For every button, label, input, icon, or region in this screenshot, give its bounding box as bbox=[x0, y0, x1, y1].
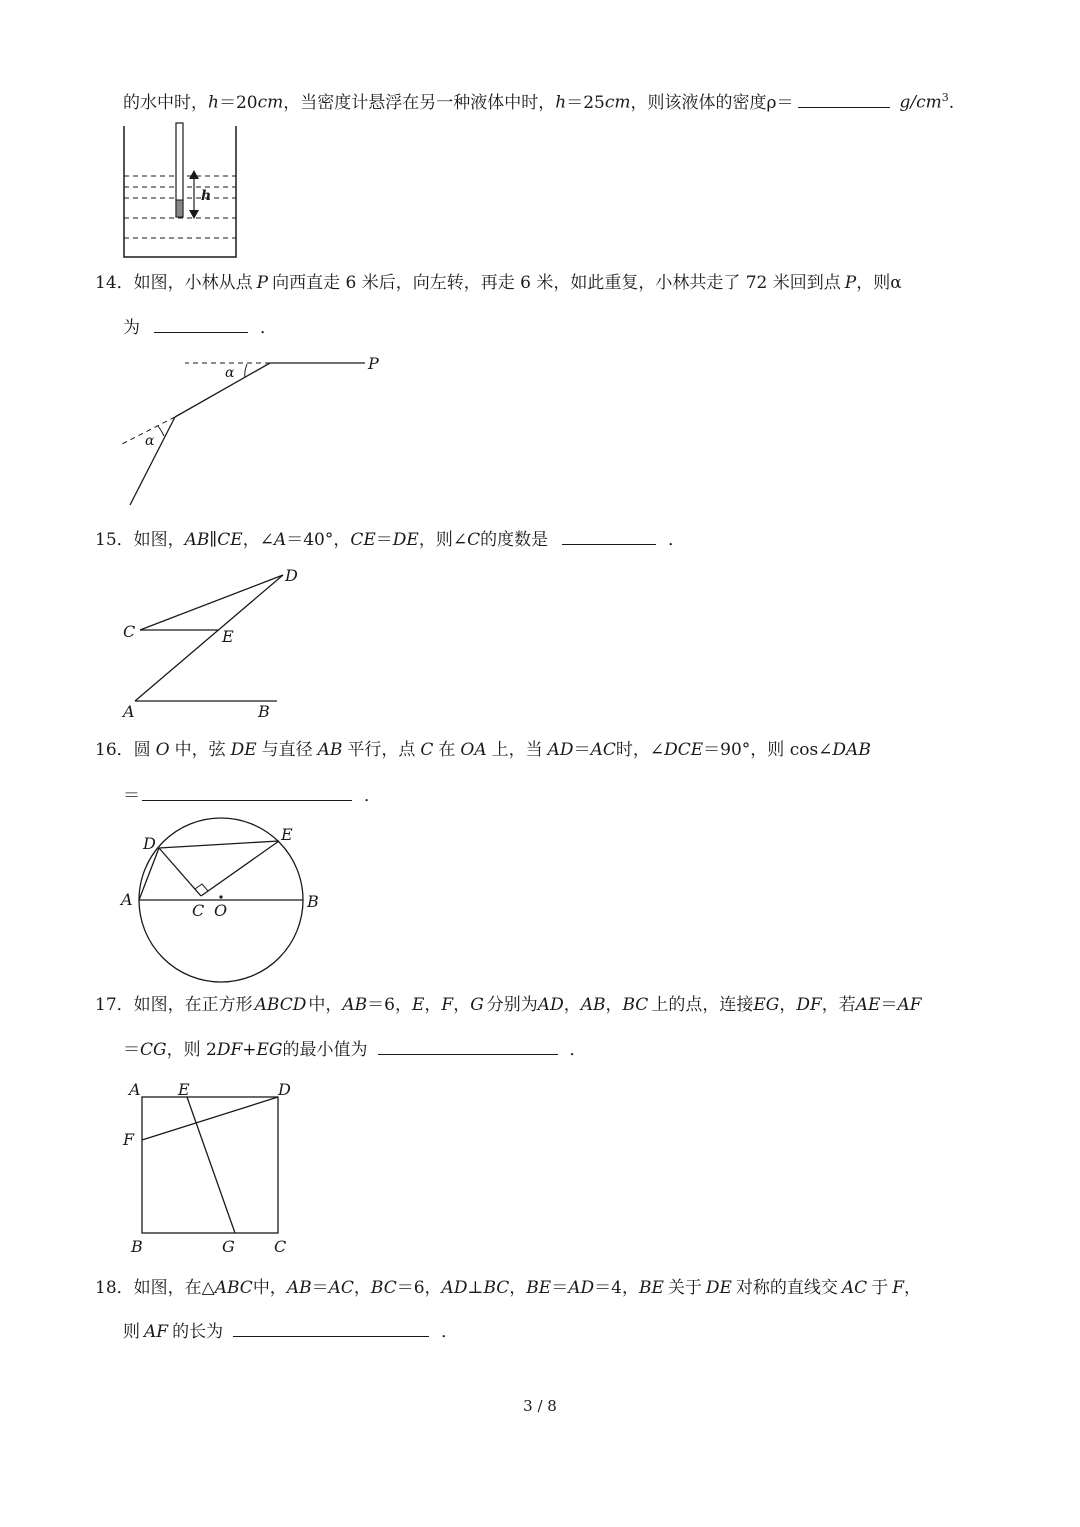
q13-part1: 的水中时， bbox=[123, 92, 208, 113]
q16-t9: ＝90°，则 cos∠ bbox=[703, 740, 833, 760]
q18-answer-blank[interactable] bbox=[233, 1318, 429, 1337]
q17-period: ． bbox=[569, 1040, 587, 1060]
q13-line bbox=[0, 86, 1080, 115]
q18-t2: 中， bbox=[252, 1278, 287, 1298]
q17-l2b: ，则 2 bbox=[166, 1040, 217, 1060]
q18-t13: ， bbox=[904, 1278, 921, 1298]
q15-text1: 如图， bbox=[133, 530, 185, 550]
q18-ab: AB bbox=[286, 1278, 312, 1298]
q17-line-DF bbox=[142, 1097, 278, 1140]
q15-label-D: D bbox=[285, 566, 298, 585]
q13-unit2: cm bbox=[604, 92, 631, 113]
q13-unit-end: g/cm bbox=[899, 92, 942, 113]
q16-dab: DAB bbox=[832, 740, 871, 760]
q13-h-label: h bbox=[201, 188, 212, 204]
q15-figure bbox=[115, 562, 315, 722]
q18-f: F bbox=[892, 1278, 904, 1298]
q17-t10: ， bbox=[779, 995, 797, 1015]
q17-line2 bbox=[0, 1036, 1080, 1062]
q14-number: 14． bbox=[95, 273, 134, 293]
q17-l2a: ＝ bbox=[123, 1040, 140, 1060]
q16-ad: AD bbox=[547, 740, 574, 760]
q14-label-P: P bbox=[368, 354, 379, 373]
q13-answer-blank[interactable] bbox=[798, 89, 890, 108]
q15-line-AD bbox=[135, 575, 283, 701]
q17-e: E bbox=[411, 995, 425, 1015]
q17-square-figure bbox=[115, 1072, 315, 1262]
q17-t9: 上的点，连接 bbox=[651, 995, 754, 1015]
q16-line1 bbox=[0, 738, 1080, 762]
q15-text3: ＝40°， bbox=[286, 530, 351, 550]
q16-t8: 时，∠ bbox=[615, 740, 665, 760]
q18-ac: AC bbox=[328, 1278, 354, 1298]
q18-l2b: 的长为 bbox=[172, 1322, 224, 1342]
q14-line2-text: 为 bbox=[123, 318, 140, 338]
q16-t4: 平行，点 bbox=[347, 740, 416, 760]
q17-label-B: B bbox=[131, 1237, 143, 1256]
q17-answer-blank[interactable] bbox=[378, 1036, 558, 1055]
q16-ab: AB bbox=[317, 740, 343, 760]
q18-bc2: BC bbox=[483, 1278, 510, 1298]
q17-ab2: AB bbox=[580, 995, 606, 1015]
q17-l2c: + bbox=[242, 1040, 257, 1060]
q15-ab: AB bbox=[184, 530, 210, 550]
q14-text3: ，则α bbox=[856, 273, 902, 293]
q14-segment-2 bbox=[175, 363, 270, 417]
q17-ab: AB bbox=[342, 995, 368, 1015]
q18-bc: BC bbox=[370, 1278, 397, 1298]
q16-t7: ＝ bbox=[573, 740, 591, 760]
q15-c: C bbox=[467, 530, 481, 550]
q18-t7: ， bbox=[509, 1278, 527, 1298]
q17-ae: AE bbox=[855, 995, 881, 1015]
q13-part3: ，则该液体的密度ρ＝ bbox=[630, 92, 794, 113]
q17-t6: 分别为 bbox=[486, 995, 538, 1015]
q18-line2 bbox=[0, 1318, 1080, 1344]
q18-t6: ⊥ bbox=[467, 1278, 484, 1298]
q15-de: DE bbox=[392, 530, 419, 550]
q18-t9: ＝4， bbox=[594, 1278, 639, 1298]
q17-number: 17． bbox=[95, 995, 134, 1015]
q18-ad2: AD bbox=[568, 1278, 595, 1298]
q17-t12: ＝ bbox=[880, 995, 898, 1015]
q16-t5: 在 bbox=[438, 740, 456, 760]
q14-period: ． bbox=[260, 318, 277, 338]
q14-text2: 向西直走 6 米后，向左转，再走 6 米，如此重复，小林共走了 72 米回到点 bbox=[272, 273, 841, 293]
q14-text1: 如图，小林从点 bbox=[133, 273, 253, 293]
q16-de: DE bbox=[230, 740, 257, 760]
q18-de: DE bbox=[705, 1278, 732, 1298]
q16-label-E: E bbox=[281, 825, 293, 844]
q16-t2: 中，弦 bbox=[174, 740, 226, 760]
q13-h1-val: ＝20 bbox=[218, 92, 258, 113]
q16-label-C: C bbox=[192, 901, 205, 920]
q18-af: AF bbox=[144, 1322, 169, 1342]
q13-beaker-figure bbox=[115, 118, 250, 260]
q18-t12: 于 bbox=[871, 1278, 889, 1298]
q18-t3: ＝ bbox=[311, 1278, 329, 1298]
q15-number: 15． bbox=[95, 530, 134, 550]
q16-c: C bbox=[420, 740, 434, 760]
q16-center-point bbox=[219, 895, 222, 898]
q18-t5: ＝6， bbox=[396, 1278, 442, 1298]
q16-circle-figure bbox=[115, 812, 335, 984]
q17-cg: CG bbox=[140, 1040, 167, 1060]
q15-text5: 的度数是 bbox=[480, 530, 549, 550]
q15-line bbox=[0, 526, 1080, 552]
q13-period: . bbox=[948, 92, 955, 113]
q17-label-F: F bbox=[123, 1130, 135, 1149]
q13-unit-exp: 3 bbox=[941, 91, 949, 104]
q18-ad: AD bbox=[441, 1278, 468, 1298]
q17-t11: ，若 bbox=[821, 995, 856, 1015]
q17-line1 bbox=[0, 993, 1080, 1017]
q17-ad: AD bbox=[537, 995, 564, 1015]
q15-ce: CE bbox=[217, 530, 243, 550]
q14-p1: P bbox=[256, 273, 269, 293]
q17-eg: EG bbox=[753, 995, 780, 1015]
q14-path-figure bbox=[115, 350, 390, 510]
q15-parallel: ∥ bbox=[209, 530, 218, 550]
q15-label-E: E bbox=[222, 627, 234, 646]
q17-t4: ， bbox=[424, 995, 442, 1015]
q18-t10: 关于 bbox=[667, 1278, 702, 1298]
q16-label-A: A bbox=[121, 890, 133, 909]
q13-unit1: cm bbox=[257, 92, 284, 113]
q16-line2 bbox=[0, 782, 1080, 808]
q15-a: A bbox=[273, 530, 287, 550]
q17-t8: ， bbox=[605, 995, 623, 1015]
q18-ac2: AC bbox=[841, 1278, 868, 1298]
q16-number: 16． bbox=[95, 740, 134, 760]
q17-df: DF bbox=[796, 995, 822, 1015]
q17-t2: 中， bbox=[308, 995, 343, 1015]
q17-label-C: C bbox=[274, 1237, 287, 1256]
q18-t8: ＝ bbox=[551, 1278, 569, 1298]
q17-f: F bbox=[441, 995, 454, 1015]
q17-t5: ， bbox=[453, 995, 471, 1015]
q17-abcd: ABCD bbox=[254, 995, 307, 1015]
q18-t4: ， bbox=[353, 1278, 371, 1298]
q17-t7: ， bbox=[563, 995, 581, 1015]
q17-df2: DF bbox=[216, 1040, 243, 1060]
q14-label-alpha2: α bbox=[145, 433, 155, 449]
q15-label-B: B bbox=[258, 702, 270, 721]
q13-h2-var: h bbox=[555, 92, 567, 113]
q14-answer-blank[interactable] bbox=[154, 314, 248, 333]
q16-t6: 上，当 bbox=[491, 740, 543, 760]
q16-label-B: B bbox=[307, 892, 319, 911]
q18-abc: ABC bbox=[214, 1278, 253, 1298]
q17-line-EG bbox=[187, 1097, 235, 1233]
q18-be: BE bbox=[526, 1278, 552, 1298]
q16-answer-blank[interactable] bbox=[142, 782, 352, 801]
q18-number: 18． bbox=[95, 1278, 134, 1298]
q16-line-AD bbox=[139, 848, 159, 900]
q13-h1-var: h bbox=[208, 92, 219, 113]
q17-label-A: A bbox=[129, 1080, 141, 1099]
q15-ce2: CE bbox=[350, 530, 376, 550]
q14-line1 bbox=[0, 271, 1080, 295]
q13-h2-val: ＝25 bbox=[566, 92, 605, 113]
q18-l2a: 则 bbox=[123, 1322, 140, 1342]
q16-label-D: D bbox=[143, 834, 156, 853]
q15-answer-blank[interactable] bbox=[562, 526, 656, 545]
q17-label-G: G bbox=[222, 1237, 235, 1256]
q14-segment-3 bbox=[130, 417, 175, 505]
q18-t11: 对称的直线交 bbox=[735, 1278, 838, 1298]
q14-label-alpha1: α bbox=[225, 365, 235, 381]
q17-t3: ＝6， bbox=[367, 995, 412, 1015]
q16-line-CE bbox=[201, 841, 279, 896]
q15-label-C: C bbox=[123, 622, 136, 641]
q14-p2: P bbox=[844, 273, 857, 293]
q18-period: ． bbox=[441, 1322, 459, 1342]
q15-line-CD bbox=[140, 575, 283, 630]
q15-label-A: A bbox=[123, 702, 135, 721]
q17-square bbox=[142, 1097, 278, 1233]
q16-t3: 与直径 bbox=[261, 740, 313, 760]
q18-t1: 如图，在△ bbox=[133, 1278, 215, 1298]
q17-g: G bbox=[470, 995, 484, 1015]
q13-part2: ，当密度计悬浮在另一种液体中时， bbox=[283, 92, 556, 113]
q16-chord-DE bbox=[159, 841, 279, 848]
q17-t1: 如图，在正方形 bbox=[133, 995, 253, 1015]
q16-t1: 圆 bbox=[133, 740, 151, 760]
q15-text2: ，∠ bbox=[242, 530, 274, 550]
q16-ac: AC bbox=[590, 740, 616, 760]
q16-period: ． bbox=[364, 786, 381, 806]
q16-line2-text: ＝ bbox=[123, 786, 140, 806]
q16-o: O bbox=[155, 740, 170, 760]
q17-label-E: E bbox=[178, 1080, 190, 1099]
page-number: 3 / 8 bbox=[523, 1397, 557, 1415]
q17-eg2: EG bbox=[256, 1040, 283, 1060]
q17-label-D: D bbox=[278, 1080, 291, 1099]
q15-text4: ，则∠ bbox=[418, 530, 468, 550]
q18-be2: BE bbox=[638, 1278, 664, 1298]
q13-hydrometer-weight bbox=[176, 200, 183, 217]
q14-line2 bbox=[0, 314, 1080, 340]
q17-af: AF bbox=[897, 995, 922, 1015]
q16-line-DC bbox=[159, 848, 201, 896]
q16-oa: OA bbox=[460, 740, 487, 760]
q15-period: ． bbox=[668, 530, 686, 550]
q17-bc: BC bbox=[622, 995, 649, 1015]
q16-label-O: O bbox=[214, 901, 228, 920]
q18-line1 bbox=[0, 1276, 1080, 1300]
q15-eq: ＝ bbox=[375, 530, 393, 550]
q17-l2d: 的最小值为 bbox=[282, 1040, 368, 1060]
q16-dce: DCE bbox=[664, 740, 704, 760]
